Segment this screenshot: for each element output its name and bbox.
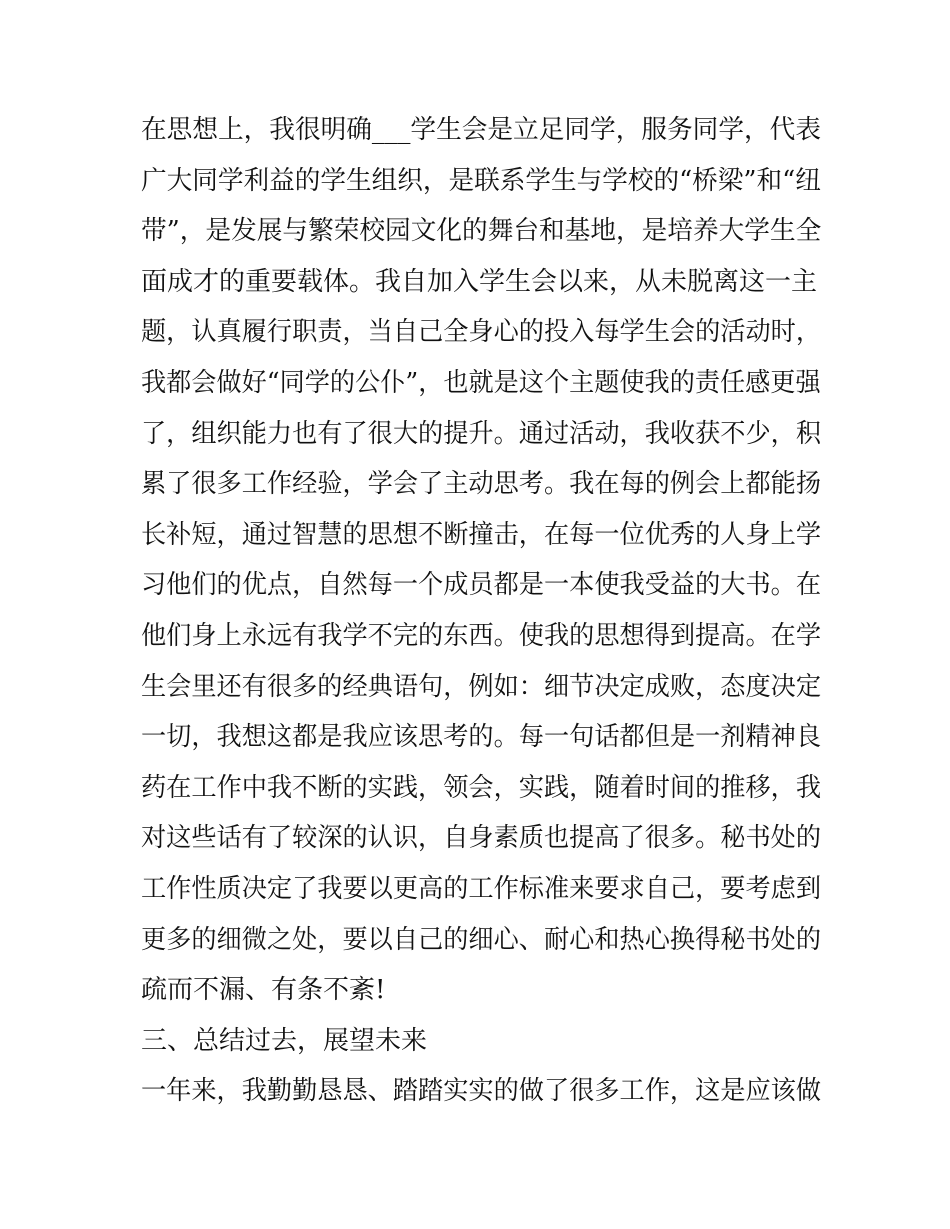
text-line: 疏而不漏、有条不紊! [141,975,386,1006]
text-line: 累了很多工作经验，学会了主动思考。我在每的例会上都能扬 [141,469,822,500]
text-line: 面成才的重要载体。我自加入学生会以来，从未脱离这一主 [141,266,818,297]
text-line: 工作性质决定了我要以更高的工作标准来要求自己，要考虑到 [141,873,822,904]
text-line: 他们身上永远有我学不完的东西。使我的思想得到提高。在学 [141,620,822,651]
text-line: 习他们的优点，自然每一个成员都是一本使我受益的大书。在 [141,570,822,601]
text-line: 对这些话有了较深的认识，自身素质也提高了很多。秘书处的 [141,823,822,854]
text-line: 更多的细微之处，要以自己的细心、耐心和热心换得秘书处的 [141,924,822,955]
text-line: 题，认真履行职责，当自己全身心的投入每学生会的活动时， [141,317,822,348]
document-body [141,105,821,1117]
text-line: 带”，是发展与繁荣校园文化的舞台和基地，是培养大学生全 [141,216,822,247]
text-line: 一年来，我勤勤恳恳、踏踏实实的做了很多工作，这是应该做 [141,1076,822,1107]
text-line: 在思想上，我很明确___学生会是立足同学，服务同学，代表 [141,115,821,145]
section-heading: 三、总结过去，展望未来 [141,1025,428,1056]
text-line: 一切，我想这都是我应该思考的。每一句话都但是一剂精神良 [141,722,822,753]
text-line: 了，组织能力也有了很大的提升。通过活动，我收获不少，积 [141,418,822,449]
text-line: 广大同学利益的学生组织，是联系学生与学校的“桥梁”和“纽 [141,165,821,196]
text-line: 药在工作中我不断的实践，领会，实践，随着时间的推移，我 [141,772,822,803]
text-line: 生会里还有很多的经典语句，例如：细节决定成败，态度决定 [141,671,822,702]
text-line: 长补短，通过智慧的思想不断撞击，在每一位优秀的人身上学 [141,519,822,550]
text-line: 我都会做好“同学的公仆”，也就是这个主题使我的责任感更强 [141,367,821,398]
